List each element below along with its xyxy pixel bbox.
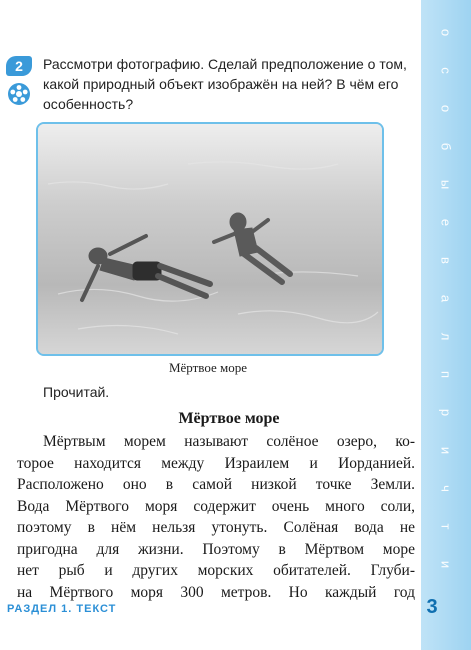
sidebar-letter: ч xyxy=(438,485,454,492)
task-number-badge: 2 xyxy=(6,56,32,76)
article-line: пригодна для жизни. Поэтому в Мёртвом море xyxy=(17,540,415,558)
article-line: на Мёртвого моря 300 метров. Но каждый год xyxy=(17,583,415,601)
sidebar-letter: т xyxy=(438,523,454,530)
sidebar-letter: с xyxy=(438,67,454,74)
task-question: Рассмотри фотографию. Сделай предположение о том, какой природный объект изображён на ней? В чём его особенность? xyxy=(43,56,407,112)
sidebar-letter: п xyxy=(438,370,454,379)
page-number: 3 xyxy=(426,596,438,618)
sidebar-letter: е xyxy=(438,218,454,227)
sidebar-letter: о xyxy=(438,104,454,113)
read-instruction: Прочитай. xyxy=(43,384,110,400)
photo-caption: Мёртвое море xyxy=(168,360,248,375)
sidebar-letter: б xyxy=(438,142,454,151)
article-line: Расположено оно в самой низкой точке Земли. xyxy=(17,476,415,493)
sidebar-letter: р xyxy=(438,408,454,417)
sidebar-letter: о xyxy=(438,28,454,37)
article-line: нет рыб и других морских обитателей. Глуби- xyxy=(17,562,415,579)
sidebar-strip xyxy=(421,0,471,650)
dead-sea-photo xyxy=(36,122,384,356)
sidebar-letter: и xyxy=(438,560,454,569)
dead-sea-illustration xyxy=(38,124,382,354)
sidebar-letter: а xyxy=(438,294,454,303)
section-footer: РАЗДЕЛ 1. ТЕКСТ xyxy=(7,603,117,615)
article-line: поэтому в нём нельзя утонуть. Солёная вода не xyxy=(17,519,415,536)
article-body xyxy=(17,431,415,603)
sidebar-letter: и xyxy=(438,446,454,455)
sidebar-letter: в xyxy=(438,257,454,264)
article-line: Вода Мёртвого моря содержит очень много соли, xyxy=(17,497,415,515)
article-title: Мёртвое море xyxy=(178,410,280,427)
article-line: Мёртвым морем называют солёное озеро, ко- xyxy=(43,433,415,450)
sidebar-letter: ы xyxy=(438,179,454,190)
sidebar-letter: л xyxy=(438,332,454,341)
article-line: торое находится между Израилем и Иорданией. xyxy=(17,454,415,472)
film-reel-icon xyxy=(7,82,31,106)
